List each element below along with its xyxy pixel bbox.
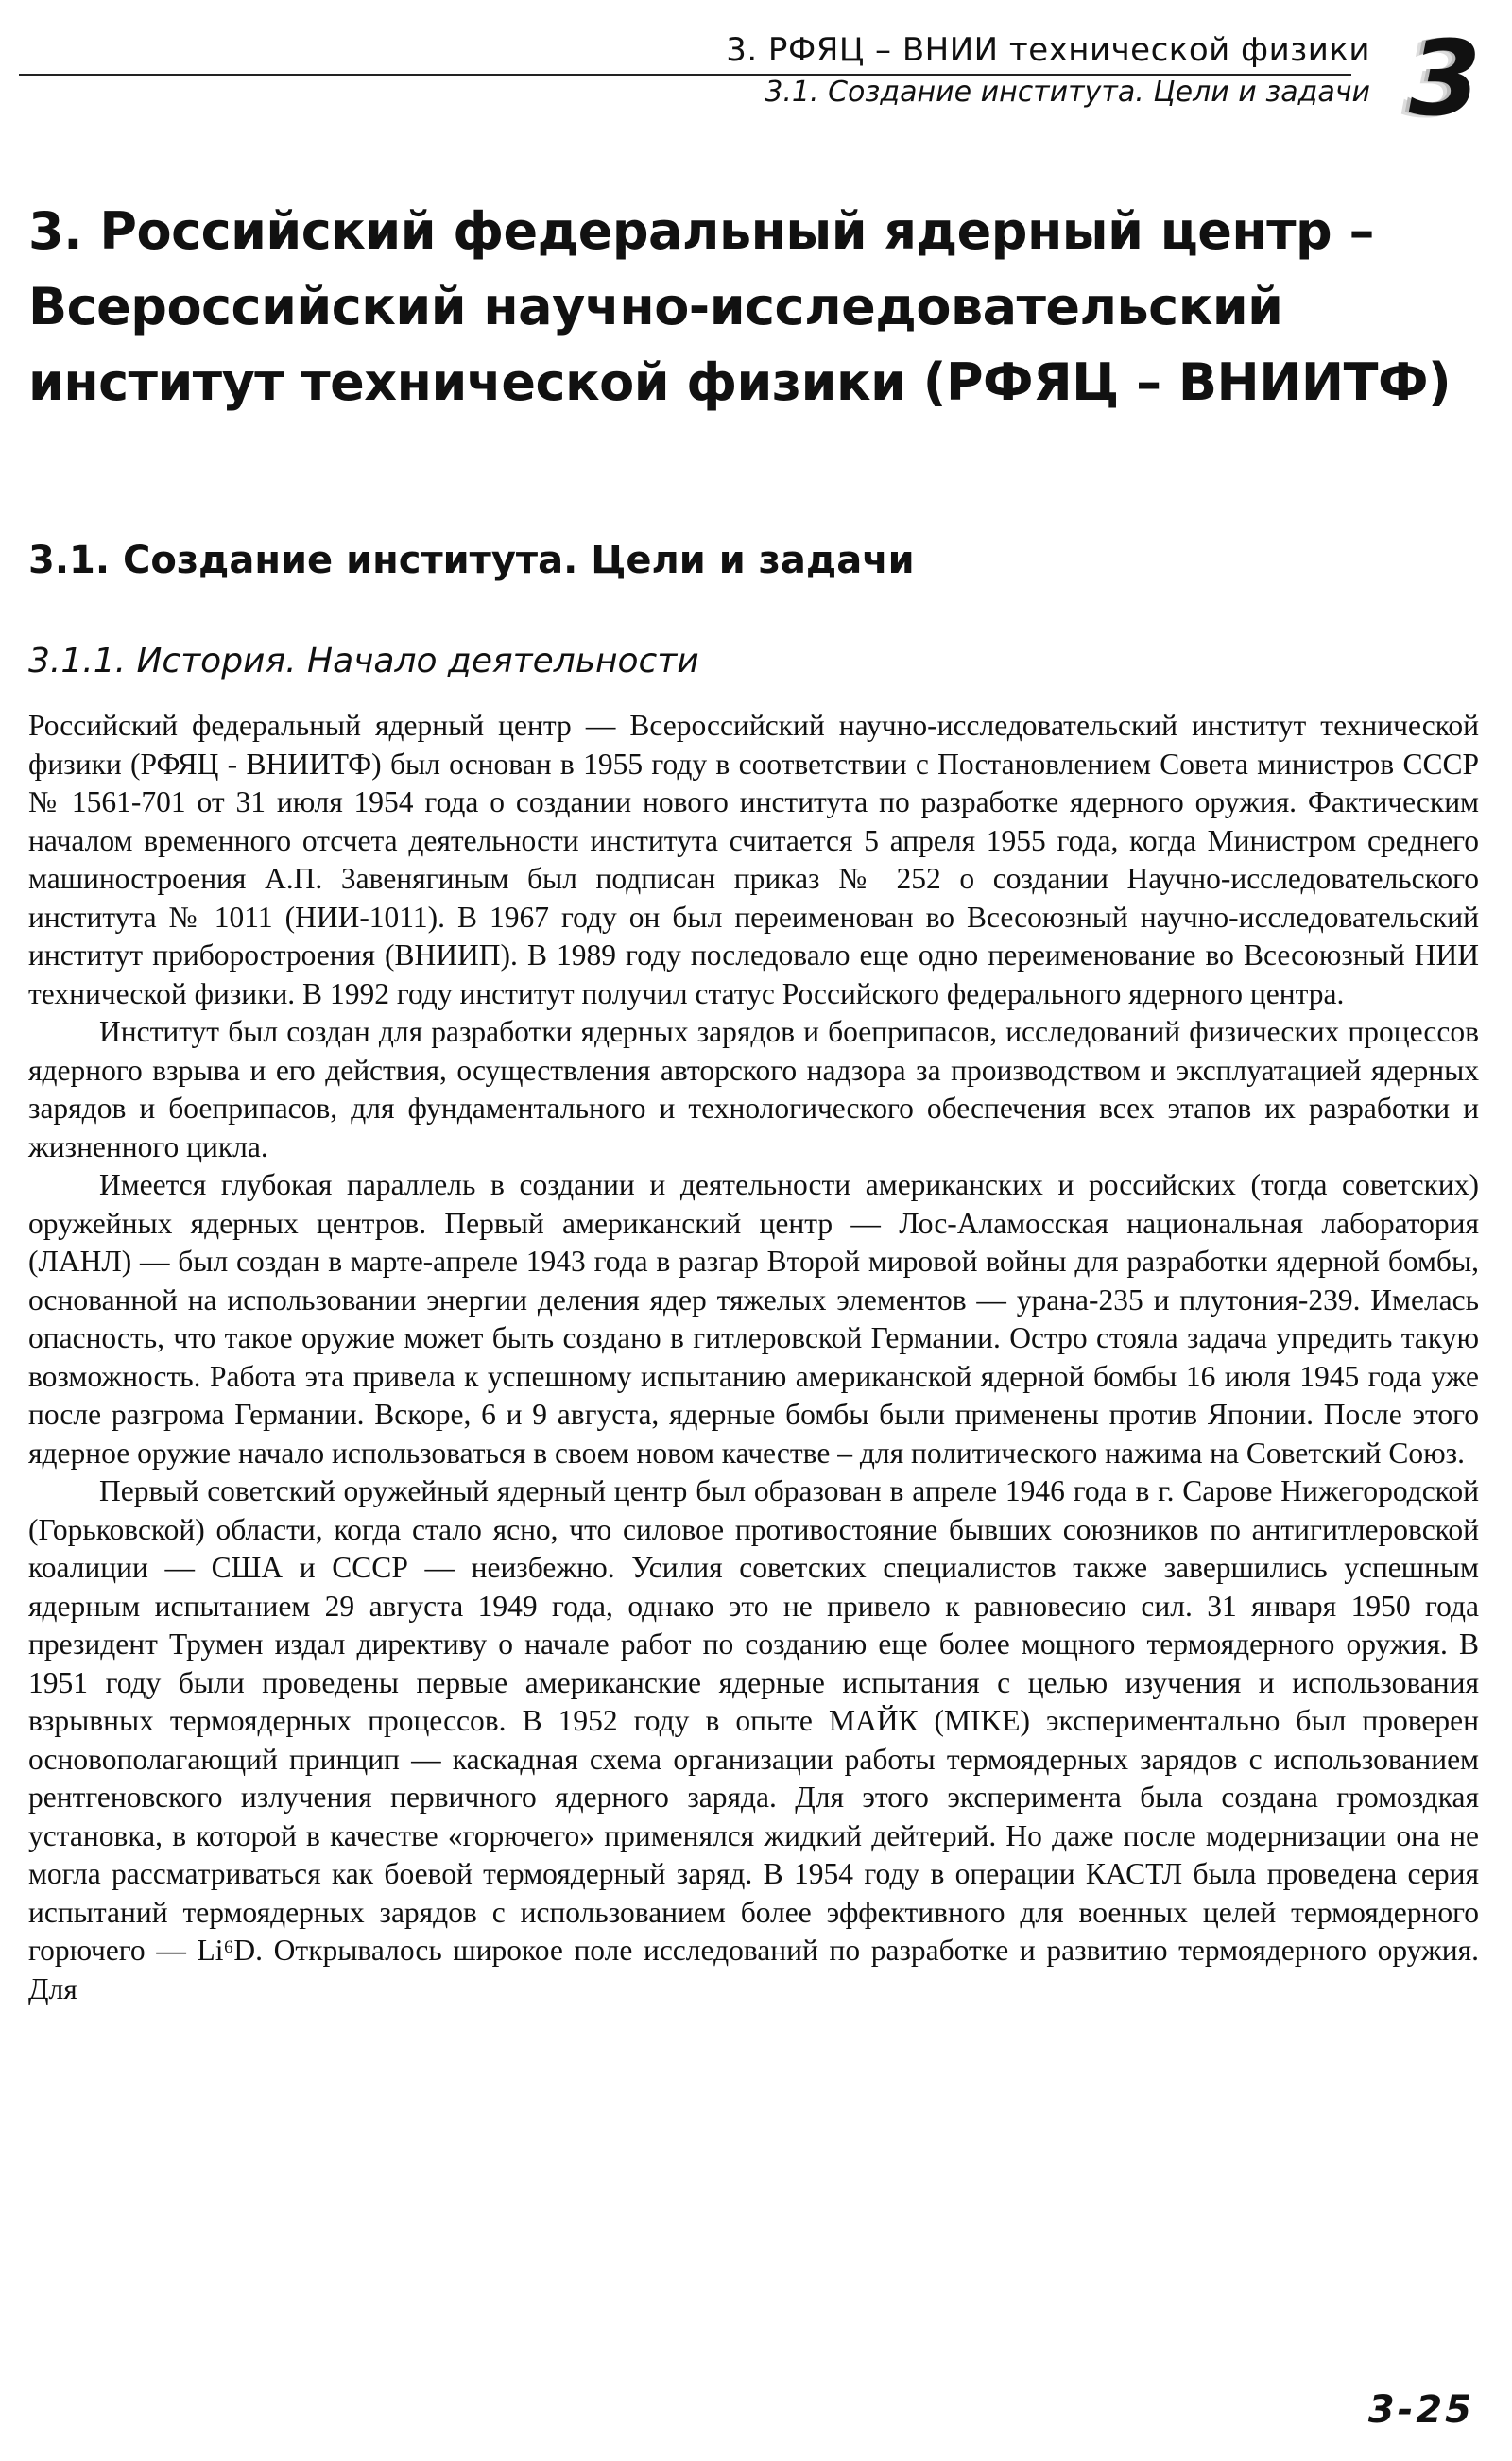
chapter-title: 3. Российский федеральный ядерный центр – Всероссийский научно-исследовательский институт технической физики (РФЯЦ – ВНИИТФ) bbox=[28, 201, 1452, 412]
running-head-section: 3.1. Создание института. Цели и задачи bbox=[765, 76, 1370, 109]
body-text bbox=[28, 707, 1479, 2008]
running-head bbox=[726, 28, 1370, 113]
paragraph: Первый советский оружейный ядерный центр был образован в апреле 1946 года в г. Сарове Нижегородской (Горьковской) области, когда стало ясно, что силовое противостояние бывших союзников по антигитлеровской коалиции — США и СССР — неизбежно. Усилия советских специалистов также завершились успешным ядерным испытанием 29 августа 1949 года, однако это не привело к равновесию сил. 31 января 1950 года президент Трумен издал директиву о начале работ по созданию еще более мощного термоядерного оружия. В 1951 году были проведены первые американские ядерные испытания с целью изучения и использования взрывных термоядерных процессов. В 1952 году в опыте МАЙК (MIKE) экспериментально был проверен основополагающий принцип — каскадная схема организации работы термоядерных зарядов с использованием рентгеновского излучения первичного ядерного заряда. Для этого эксперимента была создана громоздкая установка, в которой в качестве «горючего» применялся жидкий дейтерий. Но даже после модернизации она не могла рассматриваться как боевой термоядерный заряд. В 1954 году в операции КАСТЛ была проведена серия испытаний термоядерных зарядов с использованием более эффективного для военных целей термоядерного горючего — Li⁶D. Открывалось широкое поле исследований по разработке и развитию термоядерного оружия. Для bbox=[28, 1474, 1479, 2005]
running-head-chapter: 3. РФЯЦ – ВНИИ технической физики bbox=[726, 31, 1370, 69]
header-divider bbox=[19, 74, 1351, 76]
section-title: 3.1. Создание института. Цели и задачи bbox=[28, 539, 915, 582]
subsection-title: 3.1.1. История. Начало деятельности bbox=[28, 642, 699, 680]
paragraph: Имеется глубокая параллель в создании и деятельности американских и российских (тогда советских) оружейных ядерных центров. Первый американский центр — Лос-Аламосская национальная лаборатория (ЛАНЛ) — был создан в марте-апреле 1943 года в разгар Второй мировой войны для разработки ядерной бомбы, основанной на использовании энергии деления ядер тяжелых элементов — урана-235 и плутония-239. Имелась опасность, что такое оружие может быть создано в гитлеровской Германии. Остро стояла задача упредить такую возможность. Работа эта привела к успешному испытанию американской ядерной бомбы 16 июля 1945 года уже после разгрома Германии. Вскоре, 6 и 9 августа, ядерные бомбы были применены против Японии. После этого ядерное оружие начало использоваться в своем новом качестве – для политического нажима на Советский Союз. bbox=[28, 1168, 1479, 1470]
chapter-number-badge: 3 bbox=[1408, 18, 1482, 139]
page-number: 3-25 bbox=[1367, 2388, 1474, 2432]
paragraph: Институт был создан для разработки ядерных зарядов и боеприпасов, исследований физических процессов ядерного взрыва и его действия, осуществления авторского надзора за производством и эксплуатацией ядерных зарядов и боеприпасов, для фундаментального и технологического обеспечения всех этапов их разработки и жизненного цикла. bbox=[28, 1015, 1479, 1163]
paragraph: Российский федеральный ядерный центр — Всероссийский научно-исследовательский институт технической физики (РФЯЦ - ВНИИТФ) был основан в 1955 году в соответствии с Постановлением Совета министров СССР № 1561-701 от 31 июля 1954 года о создании нового института по разработке ядерного оружия. Фактическим началом временного отсчета деятельности института считается 5 апреля 1955 года, когда Министром среднего машиностроения А.П. Завенягиным был подписан приказ № 252 о создании Научно-исследовательского института № 1011 (НИИ-1011). В 1967 году он был переименован во Всесоюзный научно-исследовательский институт приборостроения (ВНИИП). В 1989 году последовало еще одно переименование во Всесоюзный НИИ технической физики. В 1992 году институт получил статус Российского федерального ядерного центра. bbox=[28, 709, 1479, 1010]
